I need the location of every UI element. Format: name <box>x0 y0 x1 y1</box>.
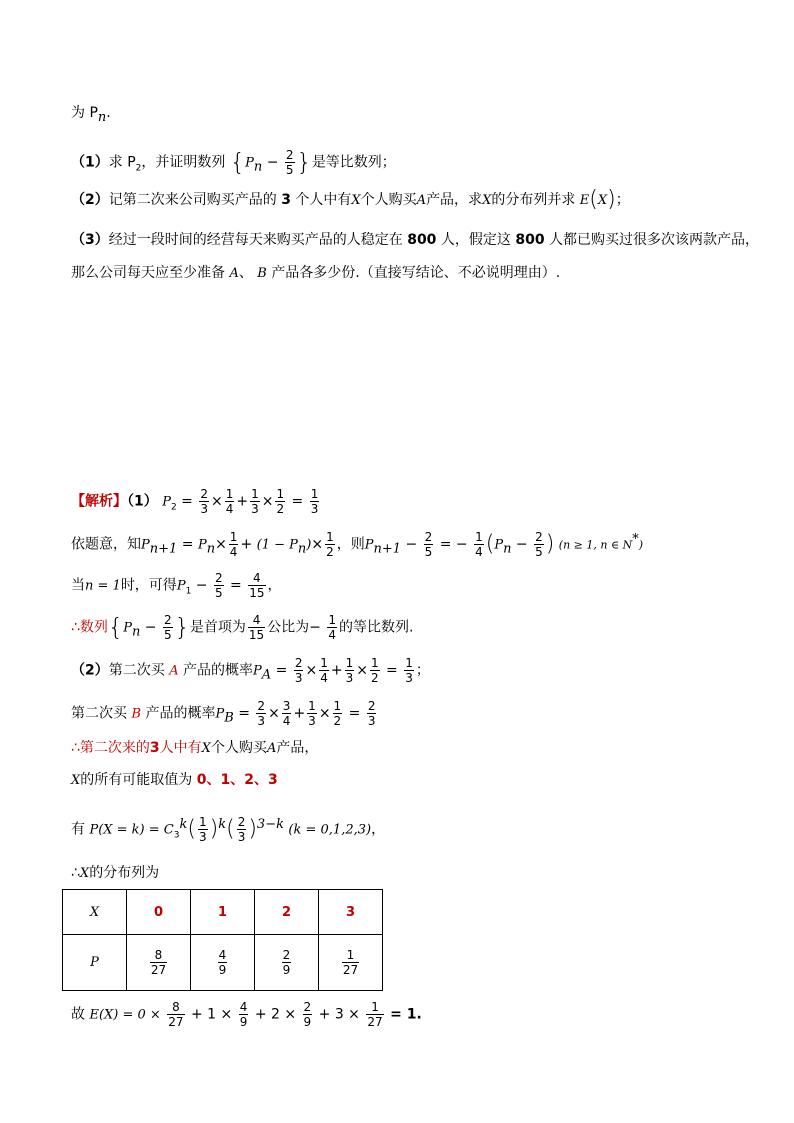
times-sign: × <box>261 493 274 510</box>
l11-frac-1 <box>167 1000 184 1029</box>
q3-label: （3） <box>71 232 109 248</box>
fraction-numerator: 1 <box>328 613 336 627</box>
fraction-numerator: 1 <box>251 487 259 501</box>
fraction-numerator: 8 <box>167 1000 184 1015</box>
l2-frac-1 <box>229 530 239 559</box>
fraction-denominator: 3 <box>367 714 376 728</box>
l7-text-d: 产品， <box>276 740 319 756</box>
solution-line-10 <box>71 864 159 883</box>
q3-text-c: 人都已购买过很多次该两款产品， <box>549 232 760 248</box>
l2-cond-sup: * <box>632 531 639 547</box>
q1-text-c: 是等比数列； <box>311 154 396 171</box>
fraction-denominator: 2 <box>326 545 334 559</box>
s1-eq-2: = <box>291 493 304 510</box>
l11-frac-3 <box>303 1000 313 1029</box>
l2-frac-3 <box>424 530 434 559</box>
q1-text-b: ，并证明数列 <box>141 154 226 171</box>
fraction-denominator: 4 <box>229 545 238 559</box>
l6-text-b: 产品的概率 <box>145 705 216 722</box>
s1-frac-1 <box>199 487 209 516</box>
question-1 <box>71 148 396 177</box>
fraction-denominator: 27 <box>150 963 167 977</box>
l5-end: ； <box>415 662 430 679</box>
fraction-denominator: 3 <box>198 830 207 844</box>
l2-sub3: n <box>297 541 307 557</box>
l2-sub1: n+1 <box>149 541 178 557</box>
l5-frac-2 <box>319 656 329 685</box>
l6-P: P <box>215 706 225 722</box>
l10-text-b: 的分布列为 <box>89 865 160 881</box>
right-brace-icon: } <box>174 613 190 642</box>
l11-p3: + 3 × <box>318 1006 360 1023</box>
fraction-numerator: 1 <box>320 656 328 670</box>
l11-p1: + 1 × <box>190 1006 233 1023</box>
l7-A: A <box>266 741 277 756</box>
table-row <box>63 890 383 935</box>
l9-expr: P(X = k) = C <box>89 822 174 838</box>
l5-eq-2: = <box>386 662 398 679</box>
fraction-numerator: 2 <box>257 699 266 713</box>
l5-sub: A <box>261 667 272 683</box>
l4-text-d: 的等比数列. <box>339 619 414 636</box>
q1-expr-sub: n <box>253 159 263 175</box>
q2-A: A <box>416 193 427 208</box>
q1-fraction <box>285 148 295 177</box>
l8-X: X <box>71 773 81 788</box>
l2-paren: (1 − P <box>256 537 298 553</box>
q2-text-b: 个人中有 <box>295 192 352 208</box>
l9-sup: k <box>179 816 188 832</box>
fraction-denominator: 5 <box>163 628 172 642</box>
q2-text-d: 产品，求 <box>426 192 483 208</box>
l2-P: P <box>141 537 150 553</box>
q3-B: B <box>257 266 267 281</box>
q3-num2: 800 <box>515 232 545 248</box>
l3-frac-2 <box>248 571 265 600</box>
l2-eq2: = − <box>439 536 468 553</box>
fraction-denominator: 3 <box>308 714 316 728</box>
solution-line-4 <box>71 613 413 642</box>
q2-text-e: 的分布列并求 <box>491 192 576 208</box>
fraction-denominator: 27 <box>342 963 359 977</box>
fraction-denominator: 4 <box>328 628 336 642</box>
l2-P5: P <box>494 537 504 553</box>
s1-frac-2 <box>225 487 235 516</box>
solution-line-9 <box>71 815 385 844</box>
l7-X: X <box>201 741 211 756</box>
fraction-denominator: 15 <box>248 628 265 642</box>
left-paren-icon: ( <box>226 816 235 842</box>
tail-end: . <box>106 105 111 121</box>
table-label-p: P <box>63 935 127 991</box>
l5-frac-3 <box>345 656 355 685</box>
l11-frac-4 <box>366 1000 383 1029</box>
l9-cond: (k = 0,1,2,3) <box>288 822 372 838</box>
l7-text-c: 个人购买 <box>210 740 267 756</box>
l4-text-b: 是首项为 <box>189 619 246 636</box>
fraction-numerator: 1 <box>308 699 316 713</box>
q3-line2-a: 那么公司每天应至少准备 <box>71 265 225 281</box>
table-row <box>63 935 383 991</box>
fraction-denominator: 2 <box>276 502 285 516</box>
fraction-numerator: 1 <box>475 530 483 544</box>
l6-frac-4 <box>333 699 343 728</box>
q2-x2: X <box>482 193 492 208</box>
l5-frac-4 <box>370 656 380 685</box>
fraction-denominator: 3 <box>251 502 259 516</box>
q2-X3: X <box>597 193 608 208</box>
table-header-cell: 1 <box>191 890 255 935</box>
prob-fraction <box>150 948 167 977</box>
solution-line-7 <box>71 739 318 758</box>
fraction-numerator: 4 <box>218 948 227 962</box>
l11-frac-2 <box>239 1000 249 1029</box>
tail-text: 为 P <box>71 105 98 121</box>
s1-sub: 2 <box>170 502 177 513</box>
l6-text-a: 第二次买 <box>71 705 127 722</box>
l9-frac-2 <box>237 815 247 844</box>
l8-values: 0、1、2、3 <box>196 772 278 788</box>
l2-P2: P <box>197 537 207 553</box>
fraction-numerator: 1 <box>326 530 334 544</box>
fraction-denominator: 27 <box>168 1015 184 1029</box>
l11-result: = 1. <box>390 1006 422 1023</box>
l2-minus-2: − <box>515 536 528 553</box>
fraction-numerator: 1 <box>345 656 354 670</box>
plus-sign: + <box>293 705 306 722</box>
l9-end: ， <box>371 821 386 838</box>
fraction-denominator: 2 <box>370 671 379 685</box>
fraction-numerator: 2 <box>237 815 246 829</box>
l2-minus: − <box>405 536 418 553</box>
right-paren-icon: ) <box>607 187 616 212</box>
q3-num1: 800 <box>407 232 437 248</box>
tail-sub: n <box>97 109 107 125</box>
l2-cond: (n ≥ 1, n ∈ N <box>558 538 633 552</box>
fraction-denominator: 5 <box>535 545 543 559</box>
l4-frac-2 <box>248 613 265 642</box>
s1-P: P <box>162 494 171 510</box>
l9-text-a: 有 <box>71 821 85 838</box>
solution-line-8 <box>71 771 278 790</box>
left-brace-icon: { <box>229 148 246 177</box>
l10-text-a: ∴ <box>71 865 80 881</box>
l5-eq: = <box>275 662 288 679</box>
fraction-numerator: 2 <box>294 656 303 670</box>
l2-paren-end: ) <box>306 537 312 553</box>
fraction-numerator: 3 <box>282 699 291 713</box>
question-3-line2 <box>71 264 560 283</box>
fraction-denominator: 9 <box>303 1015 312 1029</box>
l2-frac-5 <box>534 530 544 559</box>
q1-expr-p: P <box>245 155 254 171</box>
fraction-denominator: 4 <box>320 671 328 685</box>
solution-line-3 <box>71 571 282 600</box>
prob-fraction <box>342 948 359 977</box>
l3-text-a: 当 <box>71 577 85 594</box>
s1-eq: = <box>181 493 193 510</box>
l5-text-a: 第二次买 <box>108 662 165 679</box>
q3-sep: 、 <box>238 265 253 281</box>
right-paren-icon: ) <box>209 816 219 842</box>
l2-frac-2 <box>325 530 335 559</box>
table-header-x: X <box>63 890 127 935</box>
distribution-table <box>62 889 383 991</box>
l2-sub2: n <box>206 541 216 557</box>
prob-fraction <box>218 948 228 977</box>
l2-text-a: 依题意，知 <box>71 536 141 553</box>
l2-frac-4 <box>474 530 484 559</box>
fraction-numerator: 1 <box>310 487 319 501</box>
fraction-denominator: 3 <box>237 830 246 844</box>
fraction-denominator: 3 <box>310 502 319 516</box>
fraction-numerator: 4 <box>248 613 265 628</box>
table-cell <box>255 935 319 991</box>
l3-text-b: 时，可得 <box>120 577 177 594</box>
times-sign: × <box>305 662 318 679</box>
l2-P4: P <box>364 537 374 553</box>
right-brace-icon: } <box>296 148 312 177</box>
s1-label: （1） <box>127 493 158 510</box>
right-paren-icon: ) <box>545 531 555 557</box>
l2-sub4: n+1 <box>373 541 401 557</box>
analysis-tag: 【解析】 <box>71 493 127 510</box>
times-sign: × <box>311 536 324 553</box>
fraction-numerator: 2 <box>424 530 433 544</box>
l7-num: 3 <box>149 740 160 756</box>
times-sign: × <box>210 493 223 510</box>
fraction-numerator: 1 <box>342 948 359 963</box>
times-sign: × <box>318 705 331 722</box>
l3-eq: = <box>230 577 242 594</box>
l6-result <box>367 699 377 728</box>
s1-result <box>310 487 320 516</box>
fraction-numerator: 1 <box>229 530 238 544</box>
l7-text-a: ∴第二次来的 <box>71 740 150 756</box>
l3-frac-1 <box>214 571 224 600</box>
l2-eq: = <box>181 536 194 553</box>
l11-p2: + 2 × <box>254 1006 297 1023</box>
l9-sup1: k <box>218 816 227 832</box>
q1-label: （1） <box>71 154 109 171</box>
l8-text-a: 的所有可能取值为 <box>80 772 193 788</box>
fraction-numerator: 1 <box>225 487 234 501</box>
l10-X: X <box>79 866 90 881</box>
q1-expr-minus: − <box>266 154 279 171</box>
l5-text-b: 产品的概率 <box>183 662 254 679</box>
fraction-denominator: 5 <box>214 586 223 600</box>
fraction-denominator: 3 <box>405 671 413 685</box>
fraction-numerator: 8 <box>150 948 167 963</box>
left-paren-icon: ( <box>589 187 598 212</box>
fraction-numerator: 4 <box>248 571 265 586</box>
l3-P: P <box>176 578 186 594</box>
solution-line-5 <box>71 656 430 685</box>
solution-line-1 <box>71 487 321 516</box>
l5-P: P <box>253 663 262 679</box>
fraction-denominator: 9 <box>282 963 291 977</box>
q2-text-a: 记第二次来公司购买产品的 <box>108 192 277 208</box>
question-3 <box>71 231 759 249</box>
s1-frac-3 <box>250 487 260 516</box>
fraction-numerator: 1 <box>366 1000 383 1015</box>
plus-sign: + <box>240 536 253 553</box>
table-header-cell: 0 <box>127 890 191 935</box>
q2-end: ； <box>615 192 630 208</box>
l9-frac-1 <box>198 815 208 844</box>
fraction-denominator: 2 <box>333 714 342 728</box>
q2-x: X <box>351 193 361 208</box>
q3-A: A <box>229 266 239 281</box>
q2-text-c: 个人购买 <box>360 192 417 208</box>
l7-text-b: 人中有 <box>159 740 202 756</box>
l6-sub: B <box>224 710 234 726</box>
fraction-numerator: 2 <box>303 1000 312 1014</box>
fraction-numerator: 2 <box>285 148 294 162</box>
fraction-denominator: 4 <box>225 502 234 516</box>
fraction-numerator: 1 <box>276 487 285 501</box>
l11-text-a: 故 <box>71 1006 85 1023</box>
l11-E: E(X) = 0 × <box>89 1007 161 1023</box>
l2-sub5: n <box>503 541 512 557</box>
fraction-numerator: 2 <box>535 530 543 544</box>
left-brace-icon: { <box>107 613 124 642</box>
fraction-denominator: 3 <box>294 671 303 685</box>
l5-frac-1 <box>294 656 304 685</box>
plus-sign: + <box>236 493 249 510</box>
l6-frac-1 <box>256 699 266 728</box>
q1-sub: 2 <box>135 163 142 174</box>
fraction-denominator: 3 <box>345 671 354 685</box>
l6-eq-2: = <box>348 705 361 722</box>
solution-line-6 <box>71 699 378 728</box>
table-cell <box>191 935 255 991</box>
table-cell <box>127 935 191 991</box>
left-paren-icon: ( <box>187 816 196 842</box>
fraction-numerator: 2 <box>367 699 376 713</box>
l4-sub: n <box>131 624 141 640</box>
l6-frac-2 <box>282 699 292 728</box>
q1-text-a: 求 P <box>108 154 136 171</box>
l6-frac-3 <box>307 699 317 728</box>
fraction-denominator: 5 <box>424 545 433 559</box>
right-paren-icon: ) <box>248 816 257 842</box>
l3-end: ， <box>267 577 282 594</box>
fraction-numerator: 1 <box>333 699 342 713</box>
fraction-denominator: 4 <box>282 714 291 728</box>
fraction-denominator: 3 <box>257 714 266 728</box>
table-header-cell: 3 <box>319 890 383 935</box>
l4-text-a: ∴数列 <box>71 619 108 636</box>
l3-minus: − <box>195 577 208 594</box>
times-sign: × <box>215 536 227 553</box>
l4-frac-3 <box>327 613 337 642</box>
l3-sub: 1 <box>185 586 192 597</box>
fraction-denominator: 9 <box>218 963 227 977</box>
fraction-denominator: 9 <box>239 1015 248 1029</box>
fraction-numerator: 1 <box>198 815 207 829</box>
fraction-numerator: 4 <box>239 1000 248 1014</box>
solution-line-11 <box>71 1000 422 1029</box>
prob-fraction <box>282 948 292 977</box>
fraction-numerator: 1 <box>405 656 413 670</box>
l9-sup2: 3−k <box>256 816 284 832</box>
question-2 <box>71 187 630 212</box>
fraction-denominator: 3 <box>200 502 208 516</box>
l2-cond-end: ) <box>638 538 644 552</box>
l5-result <box>404 656 414 685</box>
l9-sub: 3 <box>173 830 180 841</box>
times-sign: × <box>356 662 368 679</box>
q3-text-b: 人，假定这 <box>440 232 511 248</box>
question-tail <box>71 104 111 127</box>
l6-eq: = <box>238 705 250 722</box>
times-sign: × <box>268 705 280 722</box>
l4-P: P <box>123 620 132 636</box>
l4-frac-1 <box>163 613 173 642</box>
l6-B: B <box>131 706 142 722</box>
l4-text-c: 公比为 <box>267 619 310 636</box>
fraction-numerator: 2 <box>214 571 223 585</box>
q2-num: 3 <box>281 192 291 208</box>
plus-sign: + <box>330 662 343 679</box>
fraction-denominator: 5 <box>285 163 294 177</box>
solution-line-2 <box>71 530 643 559</box>
fraction-denominator: 15 <box>249 586 265 600</box>
fraction-numerator: 2 <box>200 487 208 501</box>
table-cell <box>319 935 383 991</box>
table-header-cell: 2 <box>255 890 319 935</box>
q2-label: （2） <box>71 192 109 208</box>
s1-frac-4 <box>275 487 285 516</box>
fraction-numerator: 2 <box>282 948 291 962</box>
q3-text-a: 经过一段时间的经营每天来购买产品的人稳定在 <box>108 232 403 248</box>
l4-neg: − <box>309 619 321 636</box>
fraction-denominator: 27 <box>367 1015 383 1029</box>
q2-E: E <box>579 193 590 208</box>
l2-text-b: ，则 <box>336 536 365 553</box>
l4-minus: − <box>144 619 157 636</box>
l5-label: （2） <box>71 662 109 679</box>
fraction-denominator: 4 <box>475 545 483 559</box>
q3-line2-b: 产品各多少份.（直接写结论、不必说明理由）. <box>271 265 561 281</box>
fraction-numerator: 1 <box>370 656 379 670</box>
l5-A: A <box>169 663 179 679</box>
fraction-numerator: 2 <box>163 613 172 627</box>
left-paren-icon: ( <box>485 531 495 557</box>
l3-n: n = 1 <box>85 578 121 594</box>
